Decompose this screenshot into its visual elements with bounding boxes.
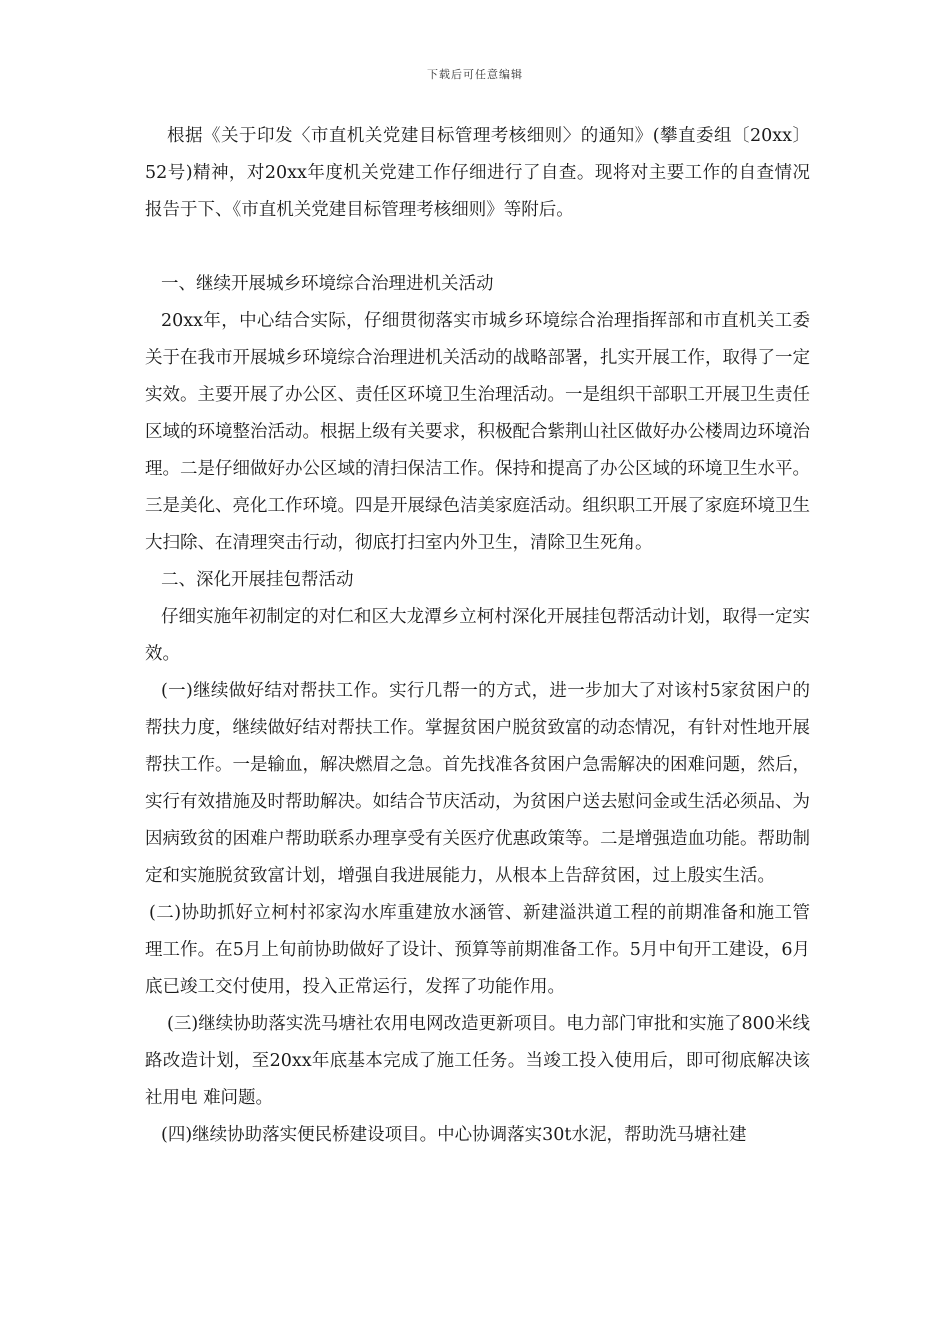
item-1-paragraph: (一)继续做好结对帮扶工作。实行几帮一的方式，进一步加大了对该村5家贫困户的帮扶力度，继续做好结对帮扶工作。掌握贫困户脱贫致富的动态情况，有针对性地开展帮扶工作。一是输血，解决燃眉之急。首先找准各贫困户急需解决的困难问题，然后，实行有效措施及时帮助解决。如结合节庆活动，为贫困户送去慰问金或生活必须品、为因病致贫的困难户帮助联系办理享受有关医疗优惠政策等。二是增强造血功能。帮助制定和实施脱贫致富计划，增强自我进展能力，从根本上告辞贫困，过上殷实生活。 xyxy=(145,681,810,886)
item-2-paragraph: (二)协助抓好立柯村祁家沟水库重建放水涵管、新建溢洪道工程的前期准备和施工管理工作。在5月上旬前协助做好了设计、预算等前期准备工作。5月中旬开工建设，6月底已竣工交付使用，投入正常运行，发挥了功能作用。 xyxy=(145,903,810,997)
item-4-paragraph: (四)继续协助落实便民桥建设项目。中心协调落实30t水泥，帮助洗马塘社建 xyxy=(161,1125,747,1145)
intro-paragraph: 根据《关于印发〈市直机关党建目标管理考核细则〉的通知》(攀直委组〔20xx〕52号)精神，对20xx年度机关党建工作仔细进行了自查。现将对主要工作的自查情况报告于下、《市直机关党建目标管理考核细则》等附后。 xyxy=(145,126,810,220)
section-1-heading: 一、继续开展城乡环境综合治理进机关活动 xyxy=(161,274,494,294)
item-3-paragraph: (三)继续协助落实洗马塘社农用电网改造更新项目。电力部门审批和实施了800米线路改造计划，至20xx年底基本完成了施工任务。当竣工投入使用后，即可彻底解决该社用电 难问题。 xyxy=(145,1014,810,1108)
document-body xyxy=(145,118,810,1154)
section-2-body: 仔细实施年初制定的对仁和区大龙潭乡立柯村深化开展挂包帮活动计划，取得一定实效。 xyxy=(145,607,810,664)
download-note: 下载后可任意编辑 xyxy=(427,68,523,81)
paragraph-spacer xyxy=(145,229,810,266)
section-2-heading: 二、深化开展挂包帮活动 xyxy=(161,570,354,590)
section-1-body: 20xx年，中心结合实际，仔细贯彻落实市城乡环境综合治理指挥部和市直机关工委关于在我市开展城乡环境综合治理进机关活动的战略部署，扎实开展工作，取得了一定实效。主要开展了办公区、责任区环境卫生治理活动。一是组织干部职工开展卫生责任区域的环境整治活动。根据上级有关要求，积极配合紫荆山社区做好办公楼周边环境治理。二是仔细做好办公区域的清扫保洁工作。保持和提高了办公区域的环境卫生水平。三是美化、亮化工作环境。四是开展绿色洁美家庭活动。组织职工开展了家庭环境卫生大扫除、在清理突击行动，彻底打扫室内外卫生，清除卫生死角。 xyxy=(145,311,810,553)
